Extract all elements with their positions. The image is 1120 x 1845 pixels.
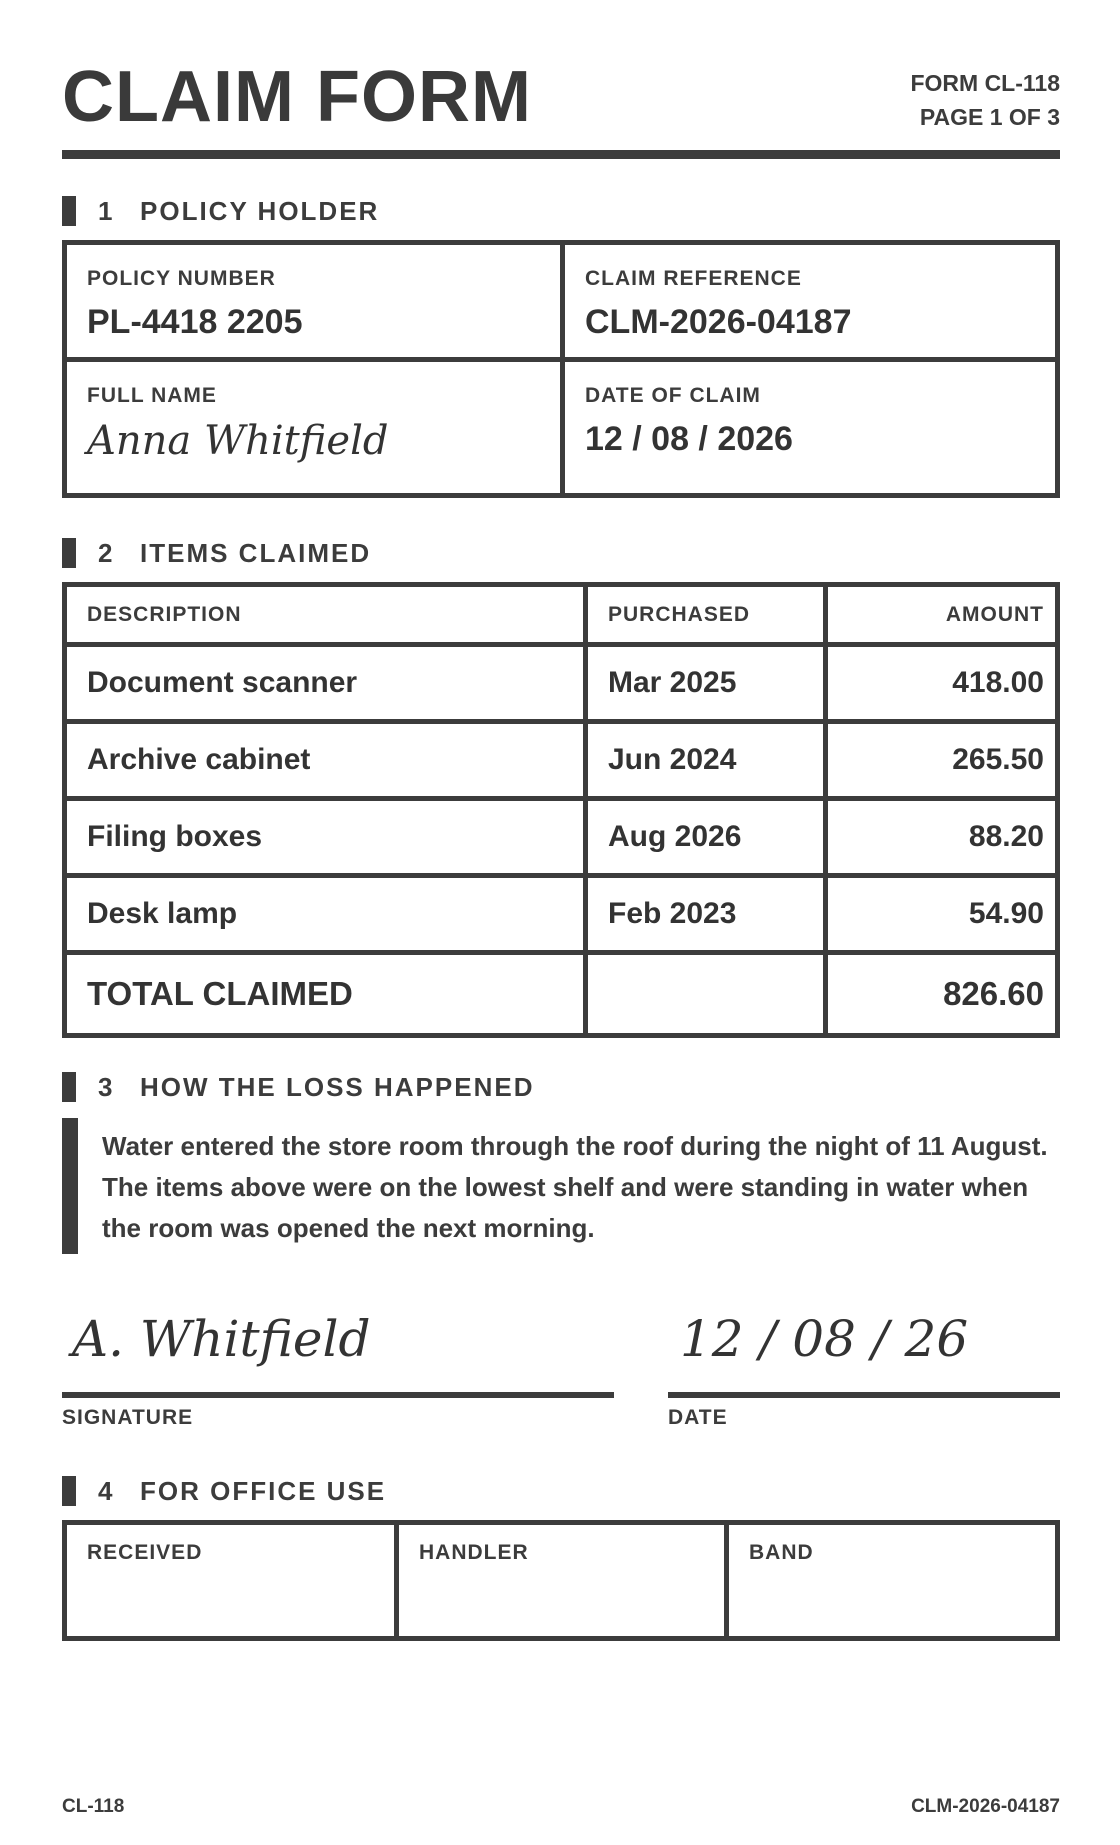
items-table bbox=[62, 582, 1060, 1038]
date-label: DATE bbox=[668, 1406, 728, 1429]
item-description: Filing boxes bbox=[87, 820, 263, 853]
handler-field[interactable] bbox=[399, 1525, 724, 1636]
form-code: FORM CL-118 bbox=[910, 70, 1060, 96]
date-of-claim-value: 12 / 08 / 2026 bbox=[585, 420, 793, 458]
band-field[interactable] bbox=[729, 1525, 1055, 1636]
footer-form-code: CL-118 bbox=[62, 1796, 125, 1817]
full-name-label: FULL NAME bbox=[87, 384, 217, 407]
policy-holder-box bbox=[62, 240, 1060, 498]
date-line[interactable] bbox=[668, 1392, 1060, 1398]
header-rule bbox=[62, 150, 1060, 159]
policy-number-label: POLICY NUMBER bbox=[87, 267, 276, 290]
band-label: BAND bbox=[749, 1541, 814, 1564]
item-description: Document scanner bbox=[87, 666, 358, 699]
full-name-field[interactable] bbox=[67, 362, 560, 493]
item-description: Desk lamp bbox=[87, 897, 238, 930]
section-number: 3 bbox=[98, 1071, 115, 1102]
section-marker bbox=[62, 538, 76, 568]
col-header-description: DESCRIPTION bbox=[87, 602, 242, 626]
signature-line[interactable] bbox=[62, 1392, 614, 1398]
policy-number-value: PL-4418 2205 bbox=[87, 303, 303, 341]
item-purchased: Feb 2023 bbox=[608, 897, 737, 930]
section-title: FOR OFFICE USE bbox=[140, 1475, 387, 1506]
narrative-bar bbox=[62, 1118, 78, 1254]
date-of-claim-field[interactable] bbox=[565, 362, 1055, 493]
handler-label: HANDLER bbox=[419, 1541, 529, 1564]
section-heading-loss bbox=[62, 1072, 534, 1102]
item-description: Archive cabinet bbox=[87, 743, 311, 776]
section-title: POLICY HOLDER bbox=[140, 195, 380, 226]
page-info: PAGE 1 OF 3 bbox=[919, 104, 1060, 130]
signature-date-handwriting: 12 / 08 / 26 bbox=[680, 1310, 969, 1368]
section-heading-policy-holder bbox=[62, 196, 379, 226]
section-title: HOW THE LOSS HAPPENED bbox=[140, 1071, 535, 1102]
section-number: 4 bbox=[98, 1475, 115, 1506]
signature-handwriting: A. Whitfield bbox=[72, 1310, 371, 1368]
item-amount: 88.20 bbox=[968, 820, 1044, 853]
item-purchased: Mar 2025 bbox=[608, 666, 737, 699]
policy-number-field[interactable] bbox=[67, 245, 560, 357]
section-heading-office-use bbox=[62, 1476, 386, 1506]
item-amount: 54.90 bbox=[968, 897, 1044, 930]
section-heading-items-claimed bbox=[62, 538, 371, 568]
full-name-value: Anna Whitfield bbox=[87, 418, 389, 464]
claim-reference-value: CLM-2026-04187 bbox=[585, 303, 852, 341]
claim-reference-label: CLAIM REFERENCE bbox=[585, 267, 802, 290]
footer-claim-reference: CLM-2026-04187 bbox=[911, 1796, 1060, 1817]
section-marker bbox=[62, 1476, 76, 1506]
section-marker bbox=[62, 1072, 76, 1102]
claim-reference-field[interactable] bbox=[565, 245, 1055, 357]
col-header-purchased: PURCHASED bbox=[608, 602, 751, 626]
section-marker bbox=[62, 196, 76, 226]
total-label: TOTAL CLAIMED bbox=[87, 975, 353, 1012]
item-purchased: Aug 2026 bbox=[608, 820, 742, 853]
claim-form-page bbox=[62, 0, 1060, 1845]
office-use-box bbox=[62, 1520, 1060, 1641]
date-of-claim-label: DATE OF CLAIM bbox=[585, 384, 761, 407]
column-divider bbox=[583, 587, 588, 1033]
col-header-amount: AMOUNT bbox=[945, 602, 1044, 626]
loss-narrative: Water entered the store room through the roof during the night of 11 August. The items above were on the lowest shelf and were standing in water when the room was opened the next morning. bbox=[102, 1131, 1048, 1243]
received-label: RECEIVED bbox=[87, 1541, 203, 1564]
item-amount: 265.50 bbox=[952, 743, 1044, 776]
item-purchased: Jun 2024 bbox=[608, 743, 737, 776]
form-meta bbox=[910, 66, 1060, 134]
section-number: 1 bbox=[98, 195, 115, 226]
section-number: 2 bbox=[98, 537, 115, 568]
signature-label: SIGNATURE bbox=[62, 1406, 194, 1429]
total-amount: 826.60 bbox=[943, 975, 1044, 1012]
item-amount: 418.00 bbox=[952, 666, 1044, 699]
received-field[interactable] bbox=[67, 1525, 394, 1636]
form-title: CLAIM FORM bbox=[62, 57, 532, 137]
section-title: ITEMS CLAIMED bbox=[140, 537, 372, 568]
